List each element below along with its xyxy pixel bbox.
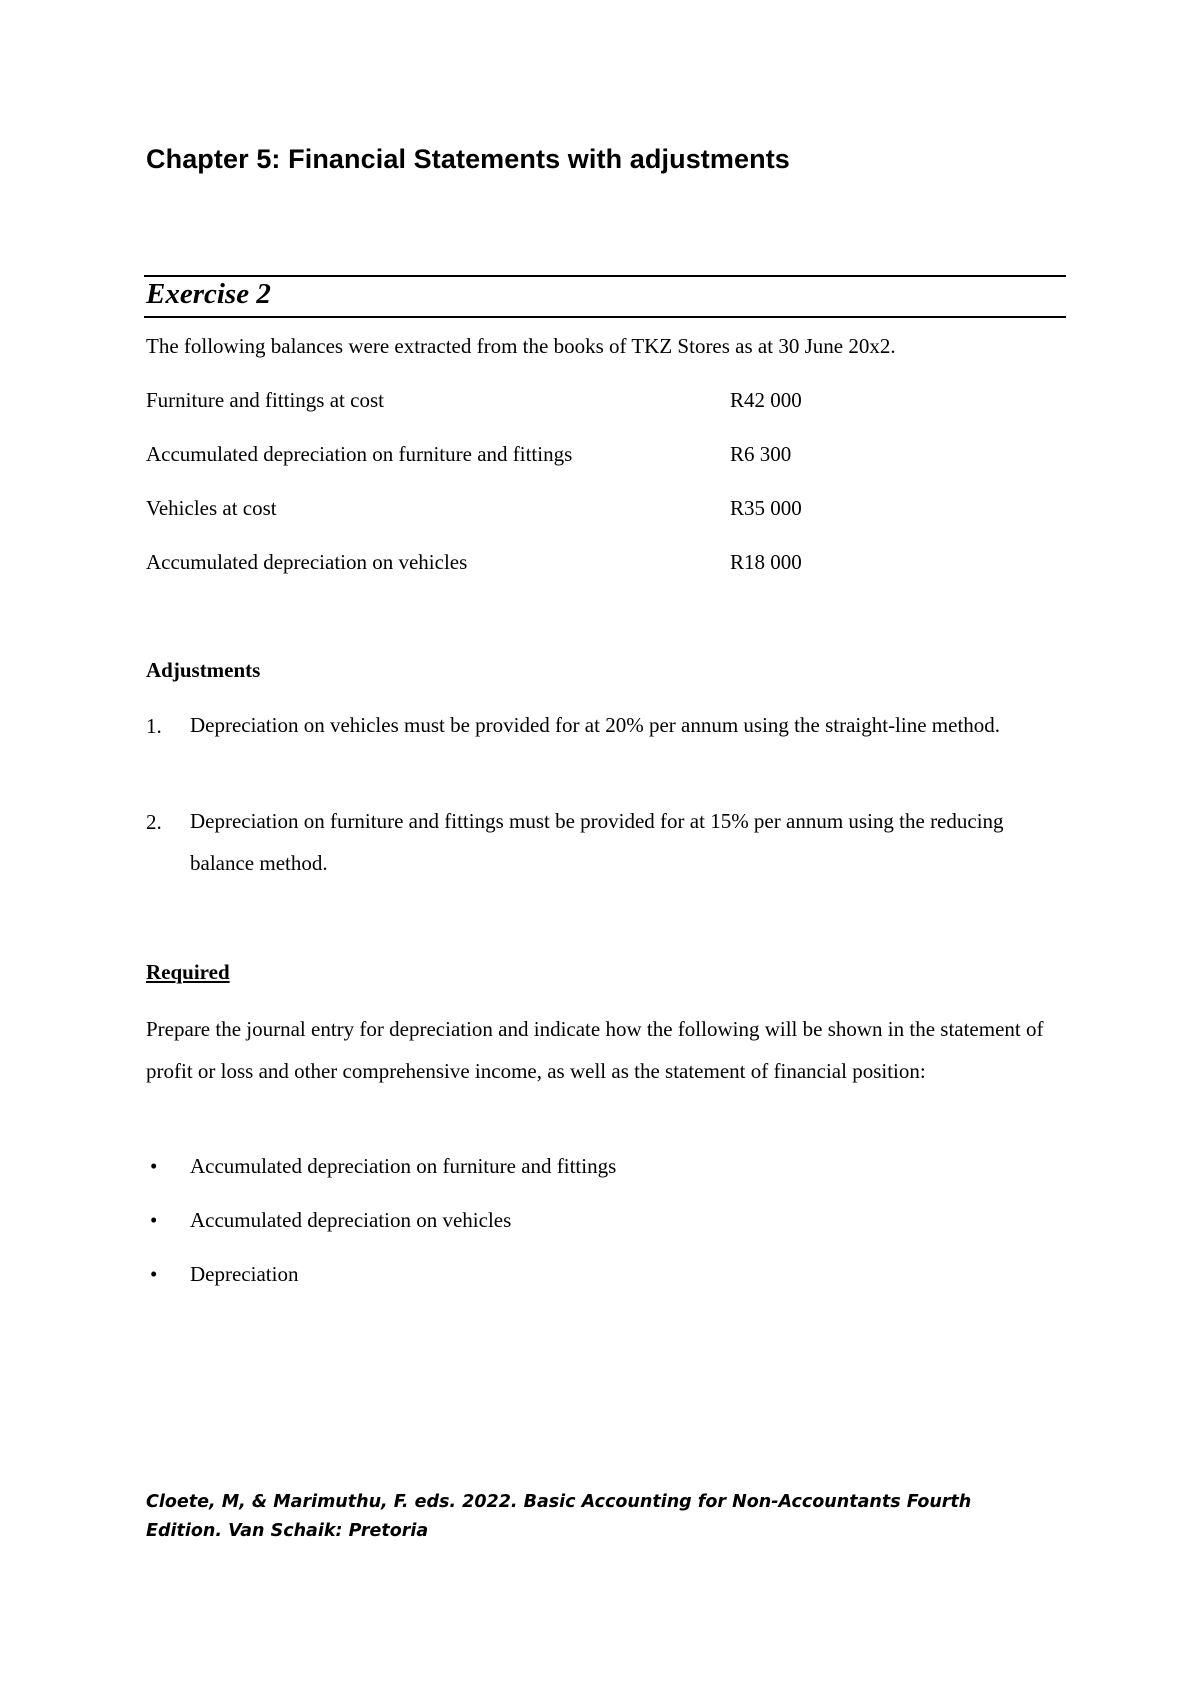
required-heading: Required [146, 960, 230, 984]
balance-value: R18 000 [730, 550, 802, 574]
required-text: Prepare the journal entry for depreciation and indicate how the following will be shown in the statement of profit or loss and other comprehensive income, as well as the statement of financial position: [146, 1017, 1044, 1083]
bullet-icon: • [150, 1262, 158, 1286]
exercise-top-rule [144, 275, 1066, 277]
list-item-number: 2. [146, 810, 162, 834]
list-item-text: Depreciation on furniture and fittings must be provided for at 15% per annum using the reducing balance method. [190, 809, 1004, 875]
intro-text: The following balances were extracted from the books of TKZ Stores as at 30 June 20x2. [146, 334, 896, 358]
list-item: Accumulated depreciation on vehicles [190, 1208, 512, 1232]
balance-value: R42 000 [730, 388, 802, 412]
balance-label: Accumulated depreciation on furniture and fittings [146, 442, 573, 466]
bullet-icon: • [150, 1154, 158, 1178]
balance-label: Vehicles at cost [146, 496, 277, 520]
bullet-icon: • [150, 1208, 158, 1232]
citation-line-1: Cloete, M, & Marimuthu, F. eds. 2022. Basic Accounting for Non-Accountants Fourth [146, 1492, 972, 1512]
list-item: Depreciation [190, 1262, 299, 1286]
list-item-number: 1. [146, 714, 162, 738]
adjustments-heading: Adjustments [146, 658, 261, 682]
balance-label: Accumulated depreciation on vehicles [146, 550, 468, 574]
balance-label: Furniture and fittings at cost [146, 388, 384, 412]
citation-line-2: Edition. Van Schaik: Pretoria [146, 1521, 429, 1541]
exercise-title: Exercise 2 [146, 278, 271, 310]
balance-value: R6 300 [730, 442, 792, 466]
chapter-title: Chapter 5: Financial Statements with adjustments [146, 144, 790, 174]
balance-value: R35 000 [730, 496, 802, 520]
list-item-text: Depreciation on vehicles must be provided for at 20% per annum using the straight-line method. [190, 713, 1001, 737]
citation-footer [146, 1488, 1066, 1546]
list-item: Accumulated depreciation on furniture and fittings [190, 1154, 617, 1178]
exercise-bottom-rule [144, 316, 1066, 318]
